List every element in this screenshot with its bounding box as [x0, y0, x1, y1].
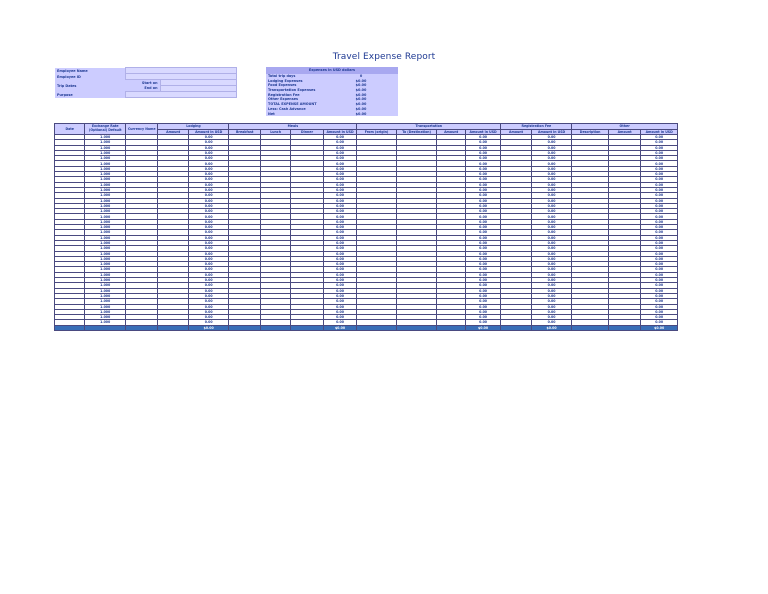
total-cell [229, 325, 260, 331]
expense-grid [54, 123, 678, 331]
col-other-amount: Amount [608, 129, 640, 135]
exchange-rate-cell[interactable]: 1.000 [85, 198, 126, 203]
exchange-rate-cell[interactable]: 1.000 [85, 135, 126, 140]
amount-usd-cell[interactable]: 0.00 [465, 203, 501, 208]
amount-usd-cell[interactable]: 0.00 [188, 172, 229, 177]
amount-usd-cell[interactable]: 0.00 [641, 278, 678, 283]
amount-usd-cell[interactable]: 0.00 [323, 161, 357, 166]
amount-usd-cell[interactable]: 0.00 [465, 256, 501, 261]
page-title: Travel Expense Report [332, 52, 436, 62]
amount-usd-cell[interactable]: 0.00 [531, 262, 572, 267]
amount-usd-cell[interactable]: 0.00 [641, 135, 678, 140]
amount-usd-cell[interactable]: 0.00 [465, 246, 501, 251]
amount-usd-cell[interactable]: 0.00 [531, 209, 572, 214]
amount-usd-cell[interactable]: 0.00 [188, 219, 229, 224]
amount-usd-cell[interactable]: 0.00 [531, 203, 572, 208]
total-registration: $0.00 [531, 325, 572, 331]
amount-usd-cell[interactable]: 0.00 [531, 256, 572, 261]
amount-usd-cell[interactable]: 0.00 [465, 288, 501, 293]
exchange-rate-cell[interactable]: 1.000 [85, 283, 126, 288]
employee-info [55, 67, 237, 98]
start-on-label: Start on [126, 80, 161, 86]
amount-usd-cell[interactable]: 0.00 [465, 172, 501, 177]
amount-usd-cell[interactable]: 0.00 [465, 293, 501, 298]
exchange-rate-cell[interactable]: 1.000 [85, 187, 126, 192]
amount-usd-cell[interactable]: 0.00 [323, 203, 357, 208]
amount-usd-cell[interactable]: 0.00 [465, 230, 501, 235]
summary-label: Food Expenses [266, 83, 324, 88]
col-transport-usd: Amount in USD [465, 129, 501, 135]
amount-usd-cell[interactable]: 0.00 [531, 166, 572, 171]
amount-usd-cell[interactable]: 0.00 [323, 272, 357, 277]
summary-value: $0.00 [324, 88, 398, 93]
exchange-rate-cell[interactable]: 1.000 [85, 288, 126, 293]
exchange-rate-cell[interactable]: 1.000 [85, 304, 126, 309]
amount-usd-cell[interactable]: 0.00 [641, 219, 678, 224]
amount-usd-cell[interactable]: 0.00 [188, 166, 229, 171]
summary-label: Less: Cash Advance [266, 107, 324, 112]
amount-usd-cell[interactable]: 0.00 [531, 225, 572, 230]
amount-usd-cell[interactable]: 0.00 [188, 251, 229, 256]
amount-usd-cell[interactable]: 0.00 [323, 262, 357, 267]
col-currency-name: Currency Name [126, 124, 158, 135]
amount-usd-cell[interactable]: 0.00 [641, 246, 678, 251]
summary-rows [266, 74, 398, 116]
exchange-rate-cell[interactable]: 1.000 [85, 225, 126, 230]
amount-usd-cell[interactable]: 0.00 [188, 209, 229, 214]
exchange-rate-cell[interactable]: 1.000 [85, 251, 126, 256]
amount-usd-cell[interactable]: 0.00 [465, 299, 501, 304]
amount-usd-cell[interactable]: 0.00 [531, 267, 572, 272]
amount-usd-cell[interactable]: 0.00 [323, 246, 357, 251]
amount-usd-cell[interactable]: 0.00 [531, 320, 572, 325]
amount-usd-cell[interactable]: 0.00 [641, 172, 678, 177]
amount-usd-cell[interactable]: 0.00 [531, 240, 572, 245]
amount-usd-cell[interactable]: 0.00 [323, 315, 357, 320]
exchange-rate-cell[interactable]: 1.000 [85, 309, 126, 314]
employee-name-label: Employee Name [55, 68, 126, 74]
amount-usd-cell[interactable]: 0.00 [641, 235, 678, 240]
amount-usd-cell[interactable]: 0.00 [188, 235, 229, 240]
summary-label: Total trip days [266, 74, 324, 79]
exchange-rate-cell[interactable]: 1.000 [85, 182, 126, 187]
total-cell [437, 325, 465, 331]
exchange-rate-cell[interactable]: 1.000 [85, 172, 126, 177]
employee-id-label: Employee ID [55, 74, 126, 80]
amount-usd-cell[interactable]: 0.00 [641, 240, 678, 245]
amount-usd-cell[interactable]: 0.00 [188, 315, 229, 320]
amount-usd-cell[interactable]: 0.00 [531, 299, 572, 304]
amount-usd-cell[interactable]: 0.00 [641, 320, 678, 325]
amount-usd-cell[interactable]: 0.00 [641, 251, 678, 256]
col-date: Date [55, 124, 85, 135]
grid-totals-row [55, 325, 678, 331]
amount-usd-cell[interactable]: 0.00 [465, 304, 501, 309]
amount-usd-cell[interactable]: 0.00 [465, 225, 501, 230]
exchange-rate-cell[interactable]: 1.000 [85, 267, 126, 272]
exchange-rate-cell[interactable]: 1.000 [85, 272, 126, 277]
amount-usd-cell[interactable]: 0.00 [465, 235, 501, 240]
col-exchange-rate: Exchange Rate (Optional) Default [85, 124, 126, 135]
amount-usd-cell[interactable]: 0.00 [323, 320, 357, 325]
total-cell [291, 325, 323, 331]
amount-usd-cell[interactable]: 0.00 [531, 193, 572, 198]
amount-usd-cell[interactable]: 0.00 [531, 172, 572, 177]
amount-usd-cell[interactable]: 0.00 [531, 182, 572, 187]
amount-usd-cell[interactable]: 0.00 [641, 293, 678, 298]
amount-usd-cell[interactable]: 0.00 [188, 299, 229, 304]
grid-rows [55, 135, 678, 326]
exchange-rate-cell[interactable]: 1.000 [85, 161, 126, 166]
total-cell [260, 325, 290, 331]
group-other: Other [572, 124, 678, 130]
amount-usd-cell[interactable]: 0.00 [641, 166, 678, 171]
col-dinner: Dinner [291, 129, 323, 135]
group-meals: Meals [229, 124, 357, 130]
amount-usd-cell[interactable]: 0.00 [465, 166, 501, 171]
amount-usd-cell[interactable]: 0.00 [641, 283, 678, 288]
amount-usd-cell[interactable]: 0.00 [188, 193, 229, 198]
amount-usd-cell[interactable]: 0.00 [188, 288, 229, 293]
amount-usd-cell[interactable]: 0.00 [465, 283, 501, 288]
amount-usd-cell[interactable]: 0.00 [531, 145, 572, 150]
amount-usd-cell[interactable]: 0.00 [641, 256, 678, 261]
amount-usd-cell[interactable]: 0.00 [641, 299, 678, 304]
amount-usd-cell[interactable]: 0.00 [188, 145, 229, 150]
amount-usd-cell[interactable]: 0.00 [323, 288, 357, 293]
amount-usd-cell[interactable]: 0.00 [641, 161, 678, 166]
exchange-rate-cell[interactable]: 1.000 [85, 166, 126, 171]
purpose-label: Purpose [55, 92, 126, 98]
amount-usd-cell[interactable]: 0.00 [641, 182, 678, 187]
exchange-rate-cell[interactable]: 1.000 [85, 145, 126, 150]
amount-usd-cell[interactable]: 0.00 [323, 140, 357, 145]
summary-row [266, 111, 398, 116]
col-registration-usd: Amount in USD [531, 129, 572, 135]
amount-usd-cell[interactable]: 0.00 [465, 240, 501, 245]
amount-usd-cell[interactable]: 0.00 [323, 187, 357, 192]
amount-usd-cell[interactable]: 0.00 [465, 187, 501, 192]
amount-usd-cell[interactable]: 0.00 [188, 214, 229, 219]
amount-usd-cell[interactable]: 0.00 [641, 150, 678, 155]
total-cell [126, 325, 158, 331]
total-cell [158, 325, 188, 331]
amount-usd-cell[interactable]: 0.00 [323, 293, 357, 298]
amount-usd-cell[interactable]: 0.00 [465, 272, 501, 277]
total-cell [501, 325, 531, 331]
amount-usd-cell[interactable]: 0.00 [323, 177, 357, 182]
amount-usd-cell[interactable]: 0.00 [641, 288, 678, 293]
amount-usd-cell[interactable]: 0.00 [323, 172, 357, 177]
col-from: From (origin) [357, 129, 397, 135]
amount-usd-cell[interactable]: 0.00 [323, 235, 357, 240]
exchange-rate-cell[interactable]: 1.000 [85, 293, 126, 298]
amount-usd-cell[interactable]: 0.00 [531, 235, 572, 240]
col-lunch: Lunch [260, 129, 290, 135]
amount-usd-cell[interactable]: 0.00 [323, 304, 357, 309]
amount-usd-cell[interactable]: 0.00 [531, 288, 572, 293]
total-cell [396, 325, 437, 331]
summary-label: TOTAL EXPENSE AMOUNT [266, 102, 324, 107]
amount-usd-cell[interactable]: 0.00 [188, 293, 229, 298]
amount-usd-cell[interactable]: 0.00 [465, 135, 501, 140]
amount-usd-cell[interactable]: 0.00 [531, 150, 572, 155]
amount-usd-cell[interactable]: 0.00 [188, 225, 229, 230]
col-breakfast: Breakfast [229, 129, 260, 135]
amount-usd-cell[interactable]: 0.00 [465, 278, 501, 283]
col-meals-usd: Amount in USD [323, 129, 357, 135]
amount-usd-cell[interactable]: 0.00 [188, 320, 229, 325]
amount-usd-cell[interactable]: 0.00 [465, 309, 501, 314]
amount-usd-cell[interactable]: 0.00 [641, 309, 678, 314]
group-transportation: Transportation [357, 124, 501, 130]
amount-usd-cell[interactable]: 0.00 [188, 283, 229, 288]
amount-usd-cell[interactable]: 0.00 [641, 267, 678, 272]
col-transport-amount: Amount [437, 129, 465, 135]
col-registration-amount: Amount [501, 129, 531, 135]
summary-label: Net [266, 111, 324, 116]
summary-label: Lodging Expenses [266, 78, 324, 83]
amount-usd-cell[interactable]: 0.00 [323, 267, 357, 272]
amount-usd-cell[interactable]: 0.00 [641, 225, 678, 230]
amount-usd-cell[interactable]: 0.00 [323, 230, 357, 235]
exchange-rate-cell[interactable]: 1.000 [85, 315, 126, 320]
summary-header: Expenses in USD dollars [266, 67, 398, 74]
amount-usd-cell[interactable]: 0.00 [323, 135, 357, 140]
summary-value: $0.00 [324, 92, 398, 97]
amount-usd-cell[interactable]: 0.00 [465, 320, 501, 325]
summary-value: $0.00 [324, 83, 398, 88]
amount-usd-cell[interactable]: 0.00 [188, 240, 229, 245]
amount-usd-cell[interactable]: 0.00 [323, 150, 357, 155]
amount-usd-cell[interactable]: 0.00 [188, 304, 229, 309]
amount-usd-cell[interactable]: 0.00 [323, 309, 357, 314]
amount-usd-cell[interactable]: 0.00 [531, 198, 572, 203]
amount-usd-cell[interactable]: 0.00 [188, 187, 229, 192]
summary-value: $0.00 [324, 107, 398, 112]
amount-usd-cell[interactable]: 0.00 [641, 315, 678, 320]
amount-usd-cell[interactable]: 0.00 [465, 267, 501, 272]
total-cell [572, 325, 609, 331]
amount-usd-cell[interactable]: 0.00 [188, 161, 229, 166]
summary-label: Other Expenses [266, 97, 324, 102]
exchange-rate-cell[interactable]: 1.000 [85, 219, 126, 224]
amount-usd-cell[interactable]: 0.00 [465, 209, 501, 214]
amount-usd-cell[interactable]: 0.00 [531, 219, 572, 224]
amount-usd-cell[interactable]: 0.00 [641, 145, 678, 150]
trip-dates-label: Trip Dates [55, 80, 126, 92]
amount-usd-cell[interactable]: 0.00 [323, 145, 357, 150]
exchange-rate-cell[interactable]: 1.000 [85, 214, 126, 219]
total-cell [608, 325, 640, 331]
amount-usd-cell[interactable]: 0.00 [188, 267, 229, 272]
amount-usd-cell[interactable]: 0.00 [465, 140, 501, 145]
amount-usd-cell[interactable]: 0.00 [531, 246, 572, 251]
amount-usd-cell[interactable]: 0.00 [641, 230, 678, 235]
total-transportation: $0.00 [465, 325, 501, 331]
total-cell [55, 325, 85, 331]
amount-usd-cell[interactable]: 0.00 [188, 156, 229, 161]
amount-usd-cell[interactable]: 0.00 [323, 166, 357, 171]
amount-usd-cell[interactable]: 0.00 [465, 182, 501, 187]
amount-usd-cell[interactable]: 0.00 [465, 315, 501, 320]
amount-usd-cell[interactable]: 0.00 [188, 272, 229, 277]
amount-usd-cell[interactable]: 0.00 [641, 262, 678, 267]
summary-value: $0.00 [324, 111, 398, 116]
amount-usd-cell[interactable]: 0.00 [188, 230, 229, 235]
col-description: Description [572, 129, 609, 135]
group-lodging: Lodging [158, 124, 229, 130]
amount-usd-cell[interactable]: 0.00 [531, 177, 572, 182]
summary-label: Registration Fee [266, 92, 324, 97]
col-to: To (Destination) [396, 129, 437, 135]
amount-usd-cell[interactable]: 0.00 [641, 156, 678, 161]
amount-usd-cell[interactable]: 0.00 [641, 272, 678, 277]
summary-value: $0.00 [324, 78, 398, 83]
exchange-rate-cell[interactable]: 1.000 [85, 140, 126, 145]
amount-usd-cell[interactable]: 0.00 [465, 150, 501, 155]
amount-usd-cell[interactable]: 0.00 [531, 156, 572, 161]
exchange-rate-cell[interactable]: 1.000 [85, 256, 126, 261]
amount-usd-cell[interactable]: 0.00 [531, 135, 572, 140]
exchange-rate-cell[interactable]: 1.000 [85, 150, 126, 155]
amount-usd-cell[interactable]: 0.00 [323, 182, 357, 187]
amount-usd-cell[interactable]: 0.00 [531, 161, 572, 166]
amount-usd-cell[interactable]: 0.00 [188, 135, 229, 140]
expense-summary [266, 67, 398, 116]
amount-usd-cell[interactable]: 0.00 [188, 246, 229, 251]
amount-usd-cell[interactable]: 0.00 [465, 193, 501, 198]
amount-usd-cell[interactable]: 0.00 [323, 214, 357, 219]
amount-usd-cell[interactable]: 0.00 [188, 198, 229, 203]
exchange-rate-cell[interactable]: 1.000 [85, 209, 126, 214]
end-on-label: End on [126, 86, 161, 92]
col-other-usd: Amount in USD [641, 129, 678, 135]
amount-usd-cell[interactable]: 0.00 [641, 209, 678, 214]
amount-usd-cell[interactable]: 0.00 [465, 161, 501, 166]
amount-usd-cell[interactable]: 0.00 [641, 304, 678, 309]
amount-usd-cell[interactable]: 0.00 [323, 283, 357, 288]
amount-usd-cell[interactable]: 0.00 [188, 177, 229, 182]
amount-usd-cell[interactable]: 0.00 [531, 187, 572, 192]
amount-usd-cell[interactable]: 0.00 [531, 230, 572, 235]
summary-value: 0 [324, 74, 398, 79]
amount-usd-cell[interactable]: 0.00 [323, 219, 357, 224]
amount-usd-cell[interactable]: 0.00 [531, 278, 572, 283]
col-lodging-usd: Amount in USD [188, 129, 229, 135]
exchange-rate-cell[interactable]: 1.000 [85, 262, 126, 267]
amount-usd-cell[interactable]: 0.00 [641, 177, 678, 182]
amount-usd-cell[interactable]: 0.00 [188, 182, 229, 187]
amount-usd-cell[interactable]: 0.00 [641, 193, 678, 198]
amount-usd-cell[interactable]: 0.00 [323, 278, 357, 283]
amount-usd-cell[interactable]: 0.00 [465, 177, 501, 182]
exchange-rate-cell[interactable]: 1.000 [85, 299, 126, 304]
exchange-rate-cell[interactable]: 1.000 [85, 177, 126, 182]
amount-usd-cell[interactable]: 0.00 [465, 198, 501, 203]
amount-usd-cell[interactable]: 0.00 [465, 219, 501, 224]
exchange-rate-cell[interactable]: 1.000 [85, 240, 126, 245]
amount-usd-cell[interactable]: 0.00 [531, 214, 572, 219]
amount-usd-cell[interactable]: 0.00 [641, 214, 678, 219]
exchange-rate-cell[interactable]: 1.000 [85, 278, 126, 283]
amount-usd-cell[interactable]: 0.00 [188, 150, 229, 155]
exchange-rate-cell[interactable]: 1.000 [85, 193, 126, 198]
purpose-field[interactable] [126, 92, 237, 98]
amount-usd-cell[interactable]: 0.00 [323, 156, 357, 161]
amount-usd-cell[interactable]: 0.00 [531, 304, 572, 309]
exchange-rate-cell[interactable]: 1.000 [85, 203, 126, 208]
amount-usd-cell[interactable]: 0.00 [465, 214, 501, 219]
amount-usd-cell[interactable]: 0.00 [323, 198, 357, 203]
total-other: $0.00 [641, 325, 678, 331]
amount-usd-cell[interactable]: 0.00 [465, 145, 501, 150]
total-meals: $0.00 [323, 325, 357, 331]
amount-usd-cell[interactable]: 0.00 [531, 140, 572, 145]
amount-usd-cell[interactable]: 0.00 [465, 262, 501, 267]
exchange-rate-cell[interactable]: 1.000 [85, 235, 126, 240]
amount-usd-cell[interactable]: 0.00 [641, 198, 678, 203]
amount-usd-cell[interactable]: 0.00 [188, 278, 229, 283]
amount-usd-cell[interactable]: 0.00 [641, 187, 678, 192]
amount-usd-cell[interactable]: 0.00 [323, 193, 357, 198]
amount-usd-cell[interactable]: 0.00 [323, 251, 357, 256]
exchange-rate-cell[interactable]: 1.000 [85, 246, 126, 251]
amount-usd-cell[interactable]: 0.00 [188, 203, 229, 208]
amount-usd-cell[interactable]: 0.00 [531, 283, 572, 288]
summary-value: $0.00 [324, 102, 398, 107]
amount-usd-cell[interactable]: 0.00 [323, 240, 357, 245]
amount-usd-cell[interactable]: 0.00 [188, 140, 229, 145]
amount-usd-cell[interactable]: 0.00 [531, 315, 572, 320]
group-registration: Registration Fee [501, 124, 572, 130]
exchange-rate-cell[interactable]: 1.000 [85, 230, 126, 235]
amount-usd-cell[interactable]: 0.00 [323, 209, 357, 214]
amount-usd-cell[interactable]: 0.00 [531, 251, 572, 256]
exchange-rate-cell[interactable]: 1.000 [85, 156, 126, 161]
summary-label: Transportation Expenses [266, 88, 324, 93]
amount-usd-cell[interactable]: 0.00 [465, 156, 501, 161]
amount-usd-cell[interactable]: 0.00 [323, 256, 357, 261]
col-lodging-amount: Amount [158, 129, 188, 135]
amount-usd-cell[interactable]: 0.00 [641, 203, 678, 208]
amount-usd-cell[interactable]: 0.00 [641, 140, 678, 145]
amount-usd-cell[interactable]: 0.00 [188, 309, 229, 314]
total-lodging: $0.00 [188, 325, 229, 331]
amount-usd-cell[interactable]: 0.00 [465, 251, 501, 256]
amount-usd-cell[interactable]: 0.00 [323, 225, 357, 230]
amount-usd-cell[interactable]: 0.00 [531, 309, 572, 314]
amount-usd-cell[interactable]: 0.00 [188, 262, 229, 267]
total-cell [357, 325, 397, 331]
amount-usd-cell[interactable]: 0.00 [531, 293, 572, 298]
amount-usd-cell[interactable]: 0.00 [531, 272, 572, 277]
amount-usd-cell[interactable]: 0.00 [188, 256, 229, 261]
amount-usd-cell[interactable]: 0.00 [323, 299, 357, 304]
total-cell [85, 325, 126, 331]
summary-value: $0.00 [324, 97, 398, 102]
exchange-rate-cell[interactable]: 1.000 [85, 320, 126, 325]
